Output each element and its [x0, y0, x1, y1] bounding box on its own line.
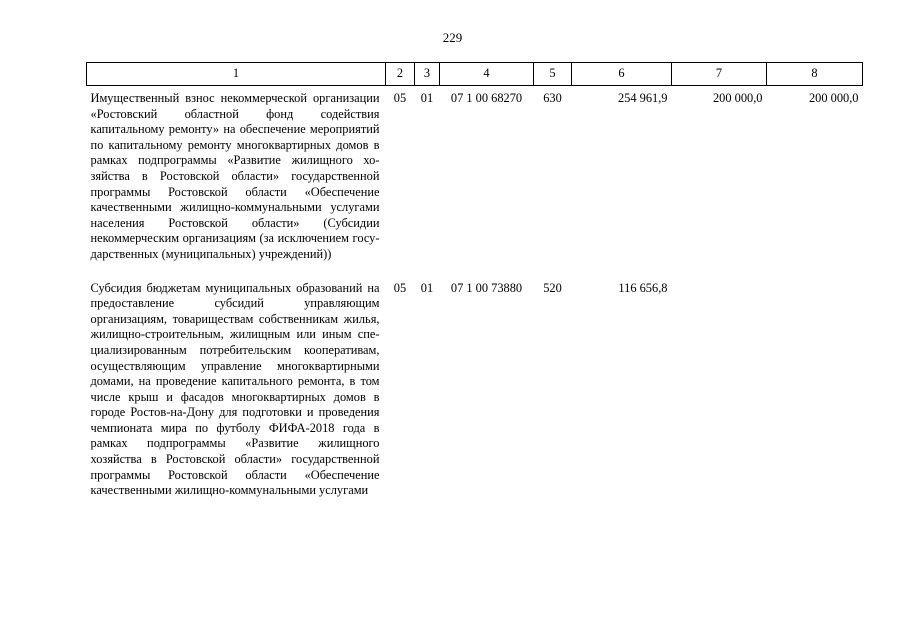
- column-header: 3: [415, 63, 440, 86]
- row-amount-col6: 116 656,8: [618, 280, 668, 295]
- row-amount-col8: 200 000,0: [808, 91, 859, 105]
- row-description: Субсидия бюджетам муниципальных образований на предоставление субсидий управляющим организациям, товариществам собственникам жилья, жилищно-строительным, жилищным или иным специализированным потребительским кооперативам, осуществляющим управление многоквартирными домами, на проведение капитального ремонта, в том числе крыш и фасадов многоквартирных домов в городе Ростов-на-Дону для подготовки и проведения чемпионата мира по футболу ФИФА-2018 года в рамках подпрограммы «Развитие жилищного хозяйства в Ростовской области» государственной программы Ростовской области «Обеспечение качественными жилищно-коммунальными услугами: [90, 280, 380, 498]
- column-header: 7: [672, 63, 767, 86]
- row-subsection-code: 01: [420, 91, 434, 105]
- column-header: 6: [572, 63, 672, 86]
- page-number: 229: [442, 30, 463, 45]
- column-header: 5: [534, 63, 572, 86]
- column-header: 8: [767, 63, 863, 86]
- row-target-article-code: 07 1 00 73880: [450, 280, 523, 295]
- table-row: [87, 86, 863, 276]
- row-expense-type-code: 630: [543, 91, 562, 105]
- table-header-row: [87, 63, 863, 86]
- row-amount-col8: [767, 276, 863, 499]
- column-header: 2: [386, 63, 415, 86]
- row-expense-type-code: 520: [543, 280, 562, 295]
- row-amount-col7: [672, 276, 767, 499]
- row-subsection-code: 01: [420, 280, 434, 295]
- row-amount-col7: 200 000,0: [712, 91, 763, 105]
- row-target-article-code: 07 1 00 68270: [450, 91, 523, 105]
- row-amount-col6: 254 961,9: [617, 91, 668, 105]
- row-description: Имущественный взнос некоммерческой организации «Ростовский областной фонд содействия капитальному ремонту» на обеспечение мероприятий по капитальному ремонту многоквартирных домов в рамках подпрограммы «Развитие жилищного хозяйства в Ростовской области» государственной программы Ростовской области «Обеспечение качественными жилищно-коммунальными услугами населения Ростовской области» (Субсидии некоммерческим организациям (за исключением государственных (муниципальных) учреждений)): [90, 91, 380, 261]
- budget-table: [86, 62, 863, 499]
- row-section-code: 05: [393, 280, 407, 295]
- column-header: 4: [440, 63, 534, 86]
- table-row: [87, 276, 863, 499]
- column-header: 1: [87, 63, 386, 86]
- row-section-code: 05: [393, 91, 407, 105]
